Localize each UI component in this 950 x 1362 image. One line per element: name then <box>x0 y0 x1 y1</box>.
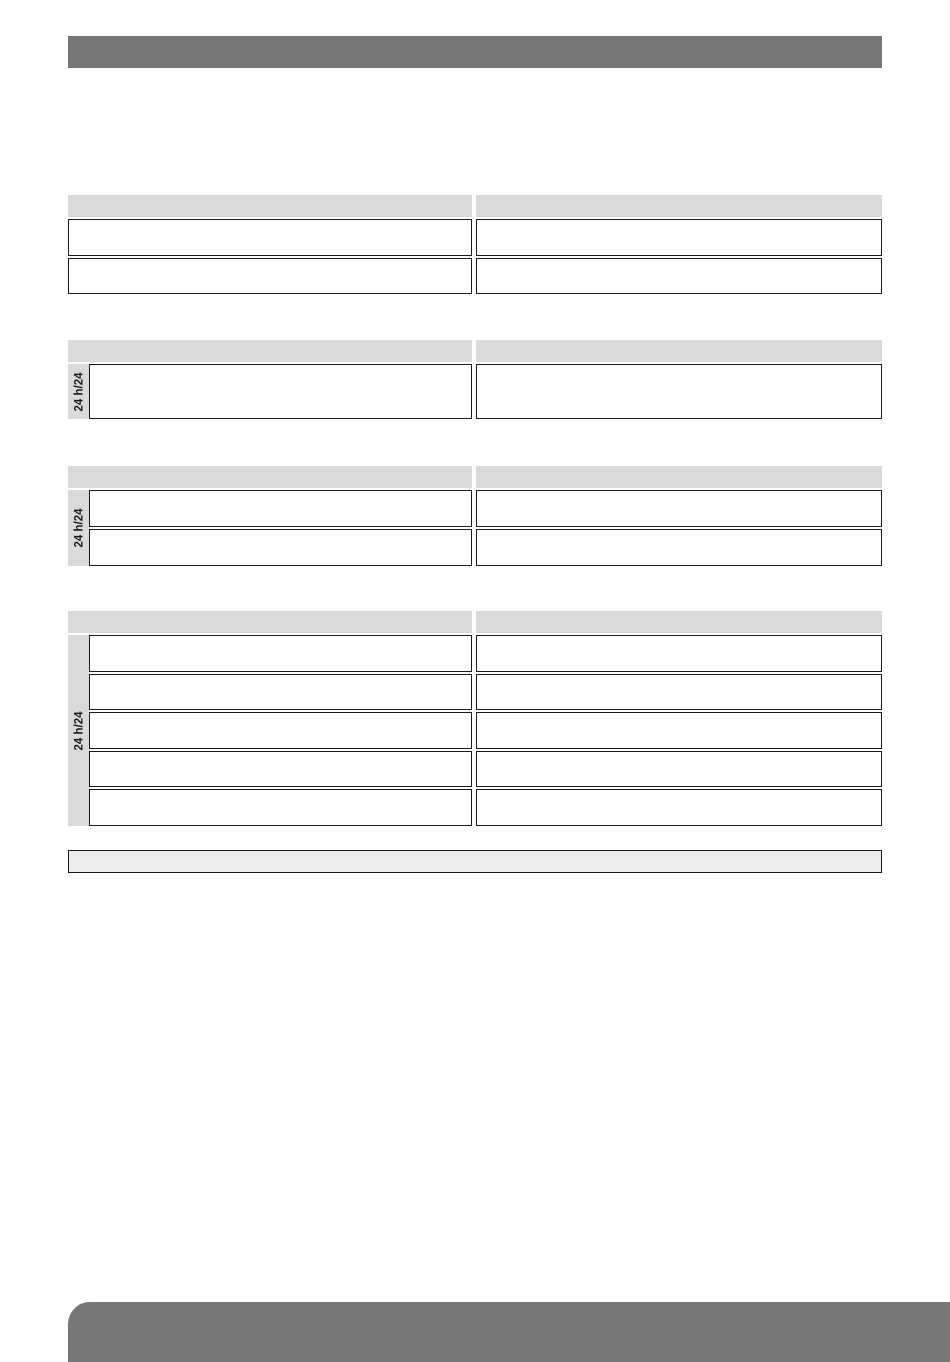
side-label: 24 h/24 <box>73 372 85 411</box>
table-row-cell <box>89 751 472 787</box>
table-4-header-right <box>476 611 882 633</box>
table-4-header-left <box>68 611 472 633</box>
table-row-cell <box>476 674 882 710</box>
table-row-cell <box>476 490 882 527</box>
top-header-bar <box>68 36 882 68</box>
table-2-header-right <box>476 340 882 362</box>
side-label-tab <box>68 490 90 566</box>
side-label-tab <box>68 364 90 419</box>
table-row-cell <box>476 712 882 749</box>
table-row-cell <box>476 529 882 566</box>
note-bar <box>68 850 882 873</box>
table-row-cell <box>89 490 472 527</box>
table-1-header-left <box>68 195 472 217</box>
table-2-header-left <box>68 340 472 362</box>
table-row-cell <box>68 219 472 256</box>
table-row-cell <box>89 712 472 749</box>
table-row-cell <box>476 751 882 787</box>
table-row-cell <box>476 364 882 419</box>
table-row-cell <box>476 258 882 294</box>
table-row-cell <box>476 219 882 256</box>
table-row-cell <box>68 258 472 294</box>
table-3-header-right <box>476 466 882 488</box>
side-label-tab <box>68 635 90 826</box>
table-row-cell <box>89 635 472 672</box>
table-row-cell <box>89 789 472 826</box>
table-row-cell <box>476 789 882 826</box>
table-row-cell <box>89 529 472 566</box>
side-label: 24 h/24 <box>73 508 85 548</box>
table-3-header-left <box>68 466 472 488</box>
table-row-cell <box>89 674 472 710</box>
table-row-cell <box>476 635 882 672</box>
table-row-cell <box>89 364 472 419</box>
table-1-header-right <box>476 195 882 217</box>
bottom-footer-bar <box>68 1302 950 1362</box>
side-label: 24 h/24 <box>73 711 85 750</box>
